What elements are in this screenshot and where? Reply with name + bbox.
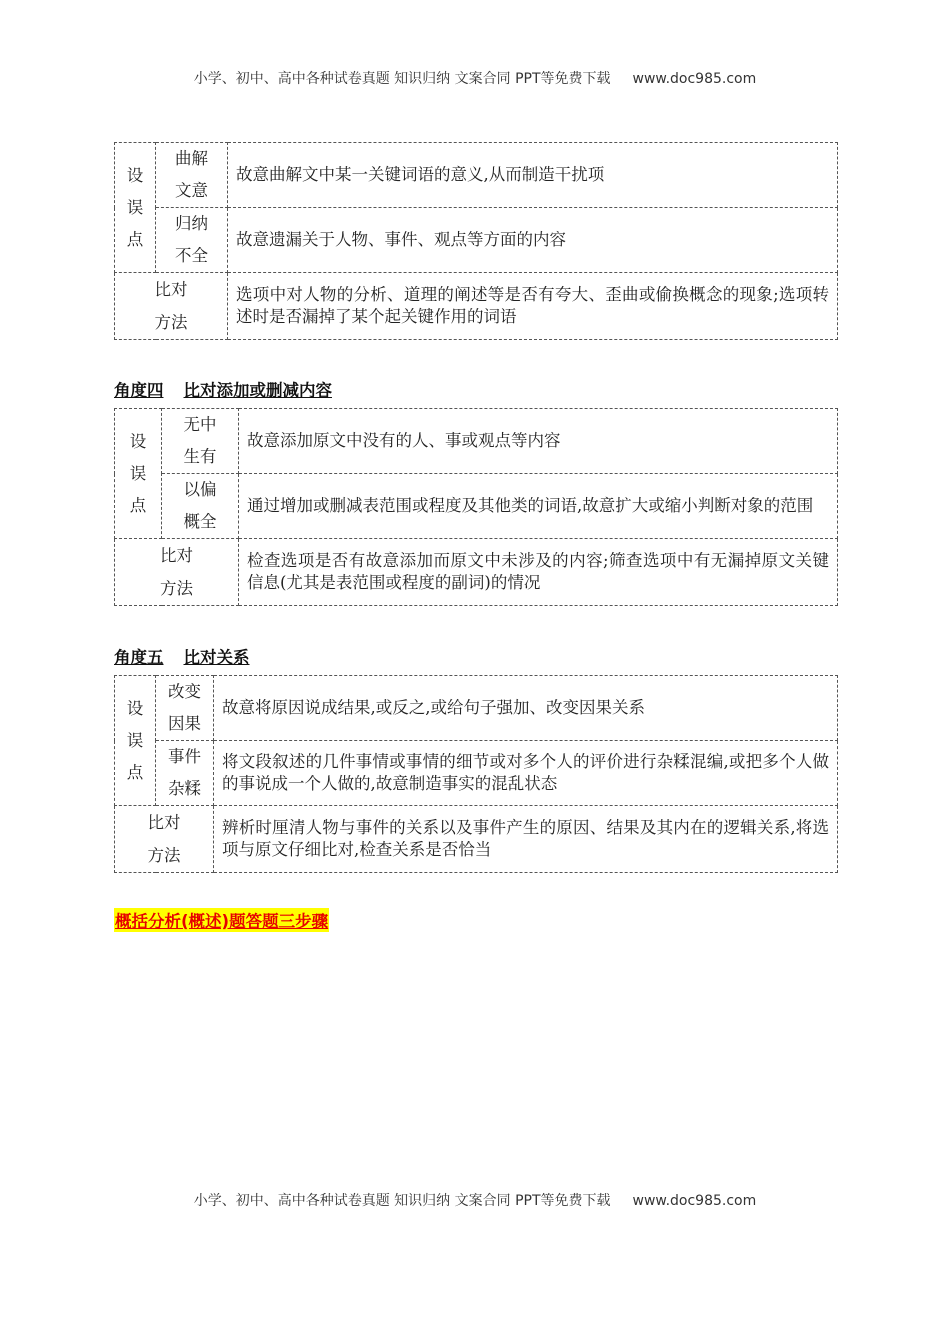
header-site: www.doc985.com bbox=[632, 71, 757, 87]
method-label-cell: 比对 方法 bbox=[115, 806, 214, 873]
sub-label-cell: 以偏 概全 bbox=[162, 474, 239, 539]
footer-site: www.doc985.com bbox=[632, 1193, 757, 1209]
section-heading-5: 角度五 比对关系 bbox=[114, 648, 250, 667]
side-label-cell: 设 误 点 bbox=[115, 409, 162, 539]
sub-label-cell: 改变 因果 bbox=[156, 676, 214, 741]
sub-label-cell: 曲解 文意 bbox=[156, 143, 228, 208]
table-row bbox=[115, 273, 838, 340]
method-label-cell: 比对 方法 bbox=[115, 273, 228, 340]
method-label-cell: 比对 方法 bbox=[115, 539, 239, 606]
desc-cell: 故意将原因说成结果,或反之,或给句子强加、改变因果关系 bbox=[214, 676, 838, 741]
desc-cell: 通过增加或删减表范围或程度及其他类的词语,故意扩大或缩小判断对象的范围 bbox=[239, 474, 838, 539]
table-row bbox=[115, 474, 838, 539]
table-add-delete bbox=[114, 408, 838, 606]
header-text: 小学、初中、高中各种试卷真题 知识归纳 文案合同 PPT等免费下载 bbox=[193, 71, 611, 87]
desc-cell: 故意曲解文中某一关键词语的意义,从而制造干扰项 bbox=[228, 143, 838, 208]
side-label-cell: 设 误 点 bbox=[115, 143, 156, 273]
table-row bbox=[115, 409, 838, 474]
table-misreading bbox=[114, 142, 838, 340]
highlighted-heading: 概括分析(概述)题答题三步骤 bbox=[114, 908, 329, 932]
desc-cell: 故意遗漏关于人物、事件、观点等方面的内容 bbox=[228, 208, 838, 273]
page-header bbox=[0, 68, 950, 88]
table-row bbox=[115, 208, 838, 273]
sub-label-cell: 无中 生有 bbox=[162, 409, 239, 474]
side-label-cell: 设 误 点 bbox=[115, 676, 156, 806]
sub-label-cell: 事件 杂糅 bbox=[156, 741, 214, 806]
desc-cell: 故意添加原文中没有的人、事或观点等内容 bbox=[239, 409, 838, 474]
table-row bbox=[115, 806, 838, 873]
footer-text: 小学、初中、高中各种试卷真题 知识归纳 文案合同 PPT等免费下载 bbox=[193, 1193, 611, 1209]
method-desc-cell: 辨析时厘清人物与事件的关系以及事件产生的原因、结果及其内在的逻辑关系,将选项与原文仔细比对,检查关系是否恰当 bbox=[214, 806, 838, 873]
method-desc-cell: 选项中对人物的分析、道理的阐述等是否有夸大、歪曲或偷换概念的现象;选项转述时是否漏掉了某个起关键作用的词语 bbox=[228, 273, 838, 340]
page-footer bbox=[0, 1190, 950, 1210]
desc-cell: 将文段叙述的几件事情或事情的细节或对多个人的评价进行杂糅混编,或把多个人做的事说成一个人做的,故意制造事实的混乱状态 bbox=[214, 741, 838, 806]
method-desc-cell: 检查选项是否有故意添加而原文中未涉及的内容;筛查选项中有无漏掉原文关键信息(尤其是表范围或程度的副词)的情况 bbox=[239, 539, 838, 606]
table-row bbox=[115, 539, 838, 606]
sub-label-cell: 归纳 不全 bbox=[156, 208, 228, 273]
table-row bbox=[115, 676, 838, 741]
table-row bbox=[115, 143, 838, 208]
table-relationship bbox=[114, 675, 838, 873]
section-heading-4: 角度四 比对添加或删减内容 bbox=[114, 381, 332, 400]
table-row bbox=[115, 741, 838, 806]
